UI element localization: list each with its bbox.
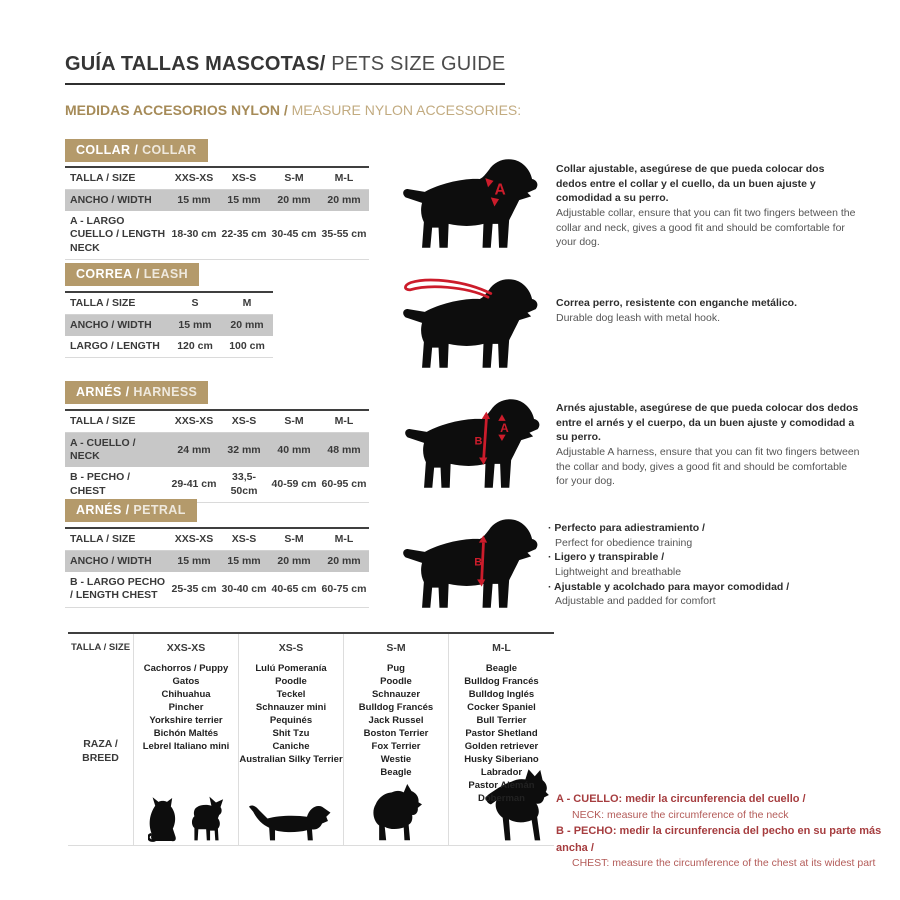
row-label-cell: ANCHO / WIDTH [65, 551, 169, 573]
page-subtitle-en: MEASURE NYLON ACCESSORIES: [291, 102, 522, 118]
size-value-cell: 20 mm [319, 551, 369, 573]
dog-silhouette-leash-icon [396, 266, 548, 376]
breed-column-xxs-xs [134, 634, 239, 845]
breed-column-xs-s [239, 634, 344, 845]
breed-item: Poodle [275, 676, 307, 687]
size-header-cell: M [221, 292, 273, 315]
breed-item: Husky Siberiano [464, 754, 539, 765]
size-header-cell: XXS-XS [169, 167, 219, 190]
size-value-cell: 29-41 cm [169, 467, 219, 502]
table-row [65, 315, 273, 337]
row-label-cell: B - PECHO / CHEST [65, 467, 169, 502]
description-en: Durable dog leash with metal hook. [556, 311, 721, 324]
svg-text:B: B [474, 556, 483, 569]
breed-item: Pastor Alemán [468, 780, 535, 791]
size-header-cell: TALLA / SIZE [65, 410, 169, 433]
dog-leash-figure [396, 266, 548, 376]
size-value-cell: 35-55 cm [319, 211, 369, 259]
breed-item: Poodle [380, 676, 412, 687]
breed-item: Yorkshire terrier [149, 715, 223, 726]
breed-header-cell: XS-S [278, 642, 304, 654]
size-value-cell: 25-35 cm [169, 572, 219, 607]
breed-item: Westie [380, 754, 412, 765]
breed-item: Labrador [480, 767, 523, 778]
breed-list [449, 660, 554, 805]
breed-item: Bulldog Inglés [468, 689, 535, 700]
chihuahua-silhouette-icon [187, 796, 224, 843]
size-value-cell: 20 mm [319, 190, 369, 212]
size-header-cell: S [169, 292, 221, 315]
measurement-notes [556, 791, 896, 872]
size-header-cell: XXS-XS [169, 410, 219, 433]
bullet-es: · Ajustable y acolchado para mayor comodidad / [548, 580, 858, 595]
size-header-cell: TALLA / SIZE [65, 528, 169, 551]
table-row [65, 167, 369, 190]
breed-header-cell: S-M [386, 642, 406, 654]
size-value-cell: 18-30 cm [169, 211, 219, 259]
breed-item: Cachorros / Puppy [143, 663, 229, 674]
breed-table [68, 632, 554, 846]
breed-cell [239, 660, 343, 845]
breed-item: Australian Silky Terrier [239, 754, 343, 765]
breed-item: Caniche [272, 741, 310, 752]
size-header-cell: XS-S [219, 167, 269, 190]
size-header-cell: TALLA / SIZE [65, 167, 169, 190]
size-value-cell: 15 mm [169, 315, 221, 337]
row-label-cell: A - LARGO CUELLO / LENGTH NECK [65, 211, 169, 259]
size-value-cell: 20 mm [221, 315, 273, 337]
breed-item: Lulú Pomeranía [255, 663, 327, 674]
note-cuello-es: A - CUELLO: medir la circunferencia del cuello / [556, 793, 806, 805]
breed-list [134, 660, 238, 753]
schnauzer-silhouette-icon [370, 784, 422, 843]
breed-cell [449, 660, 554, 845]
table-row [65, 336, 273, 358]
breed-column-m-l [449, 634, 554, 845]
badge-label-en: COLLAR [142, 143, 197, 157]
table-row [65, 292, 273, 315]
breed-item: Pequinés [269, 715, 313, 726]
size-value-cell: 22-35 cm [219, 211, 269, 259]
section-badge-leash [65, 263, 199, 286]
size-header-cell: M-L [319, 167, 369, 190]
size-value-cell: 33,5-50cm [219, 467, 269, 502]
svg-text:A: A [494, 181, 506, 199]
petral-description [548, 521, 858, 609]
badge-label-es: CORREA / [76, 267, 144, 281]
badge-label-en: HARNESS [133, 385, 198, 399]
breed-item: Pastor Shetland [465, 728, 538, 739]
cat-silhouette-icon [148, 796, 182, 843]
size-value-cell: 15 mm [219, 551, 269, 573]
row-label-cell: ANCHO / WIDTH [65, 190, 169, 212]
breed-item: Teckel [276, 689, 306, 700]
breed-item: Gatos [172, 676, 200, 687]
note-pecho-es: B - PECHO: medir la circunferencia del pecho en su parte más ancha / [556, 825, 882, 854]
breed-item: Fox Terrier [371, 741, 421, 752]
row-label-cell: A - CUELLO / NECK [65, 433, 169, 468]
description-es: Arnés ajustable, asegúrese de que pueda colocar dos dedos entre el arnés y el cuerpo, da un buen ajuste y comodidad a su perro. [556, 402, 859, 444]
cat-and-chihuahua-silhouettes [134, 796, 238, 843]
section-badge-petral [65, 499, 197, 522]
breed-item: Bulldog Francés [464, 676, 539, 687]
breed-header-cell: M-L [492, 642, 511, 654]
dog-silhouette-harness-icon [398, 386, 550, 496]
size-header-cell: S-M [269, 410, 319, 433]
bullet-es: · Perfecto para adiestramiento / [548, 521, 858, 536]
breed-item: Bichón Maltés [153, 728, 219, 739]
breed-list [239, 660, 343, 766]
row-label-cell: LARGO / LENGTH [65, 336, 169, 358]
badge-label-en: PETRAL [133, 503, 186, 517]
petral-size-table [65, 527, 369, 608]
breed-item: Golden retriever [464, 741, 539, 752]
leash-description [556, 296, 856, 325]
breed-row-label: RAZA / BREED [82, 737, 119, 764]
harness-description [556, 401, 861, 489]
size-header-cell: S-M [269, 167, 319, 190]
svg-text:B: B [474, 435, 483, 448]
section-badge-collar [65, 139, 208, 162]
badge-label-en: LEASH [143, 267, 189, 281]
table-row [65, 211, 369, 259]
size-header-cell: XS-S [219, 410, 269, 433]
size-header-cell: S-M [269, 528, 319, 551]
dog-silhouette-petral-icon [396, 506, 548, 616]
size-header-cell: M-L [319, 528, 369, 551]
size-value-cell: 60-75 cm [319, 572, 369, 607]
breed-item: Chihuahua [161, 689, 211, 700]
description-es: Collar ajustable, asegúrese de que pueda colocar dos dedos entre el collar y el cuello, da un buen ajuste y comodidad a su perro. [556, 163, 825, 205]
size-value-cell: 30-40 cm [219, 572, 269, 607]
size-value-cell: 20 mm [269, 190, 319, 212]
description-es: Correa perro, resistente con enganche metálico. [556, 297, 797, 309]
page-subtitle-es: MEDIDAS ACCESORIOS NYLON / [65, 102, 292, 118]
page-subtitle [65, 102, 521, 118]
table-row [65, 433, 369, 468]
badge-label-es: COLLAR / [76, 143, 143, 157]
breed-row-label-cell [68, 659, 133, 844]
breed-cell [134, 660, 238, 845]
breed-item: Beagle [380, 767, 412, 778]
breed-table-label-column [68, 634, 134, 845]
description-en: Adjustable collar, ensure that you can fit two fingers between the collar and neck, gives a good fit and should be comfortable for your dog. [556, 207, 856, 249]
table-row [65, 410, 369, 433]
page-title [65, 53, 505, 85]
breed-item: Bulldog Francés [358, 702, 434, 713]
leash-size-table [65, 291, 273, 358]
svg-text:A: A [500, 420, 509, 435]
size-value-cell: 100 cm [221, 336, 273, 358]
breed-column-s-m [344, 634, 449, 845]
table-row [65, 572, 369, 607]
breed-item: Pug [387, 663, 405, 674]
size-value-cell: 40-59 cm [269, 467, 319, 502]
breed-item: Schnauzer mini [255, 702, 327, 713]
size-value-cell: 40 mm [269, 433, 319, 468]
collar-size-table [65, 166, 369, 260]
badge-label-es: ARNÉS / [76, 385, 134, 399]
note-neck-en: NECK: measure the circumference of the neck [572, 808, 789, 821]
section-badge-harness [65, 381, 208, 404]
table-row [65, 467, 369, 502]
size-value-cell: 40-65 cm [269, 572, 319, 607]
table-row [65, 551, 369, 573]
breed-item: Beagle [485, 663, 518, 674]
page-title-en: PETS SIZE GUIDE [325, 53, 506, 75]
size-value-cell: 60-95 cm [319, 467, 369, 502]
bullet-es: · Ligero y transpirable / [548, 550, 858, 565]
breed-cell [344, 660, 448, 845]
breed-list [344, 660, 448, 779]
row-label-cell: ANCHO / WIDTH [65, 315, 169, 337]
size-value-cell: 32 mm [219, 433, 269, 468]
size-value-cell: 15 mm [169, 551, 219, 573]
table-row [65, 528, 369, 551]
breed-header-cell: TALLA / SIZE [70, 642, 131, 653]
dog-collar-figure [396, 146, 548, 256]
dog-harness-figure [398, 386, 550, 496]
bullet-en: Adjustable and padded for comfort [555, 595, 716, 608]
page-title-es: GUÍA TALLAS MASCOTAS/ [65, 53, 326, 75]
breed-item: Jack Russel [368, 715, 424, 726]
dachshund-silhouette [239, 799, 343, 843]
bullet-en: Lightweight and breathable [555, 566, 682, 579]
breed-header-cell: XXS-XS [166, 642, 206, 654]
size-header-cell: XXS-XS [169, 528, 219, 551]
breed-item: Shit Tzu [272, 728, 310, 739]
description-en: Adjustable A harness, ensure that you can fit two fingers between the collar and body, gives a good fit and should be comfortable for your dog. [556, 446, 860, 488]
table-row [65, 190, 369, 212]
breed-item: Bull Terrier [476, 715, 527, 726]
harness-size-table [65, 409, 369, 503]
row-label-cell: B - LARGO PECHO / LENGTH CHEST [65, 572, 169, 607]
size-value-cell: 15 mm [169, 190, 219, 212]
size-header-cell: TALLA / SIZE [65, 292, 169, 315]
size-value-cell: 20 mm [269, 551, 319, 573]
bullet-en: Perfect for obedience training [555, 536, 693, 549]
breed-item: Cocker Spaniel [467, 702, 536, 713]
size-header-cell: M-L [319, 410, 369, 433]
breed-item: Lebrel Italiano mini [142, 741, 230, 752]
size-header-cell: XS-S [219, 528, 269, 551]
collar-description [556, 162, 856, 250]
badge-label-es: ARNÉS / [76, 503, 134, 517]
dog-petral-figure [396, 506, 548, 616]
size-value-cell: 120 cm [169, 336, 221, 358]
size-value-cell: 24 mm [169, 433, 219, 468]
dog-silhouette-collar-icon [396, 146, 548, 256]
dachshund-silhouette-icon [249, 799, 333, 843]
breed-item: Doberman [478, 793, 525, 804]
size-value-cell: 30-45 cm [269, 211, 319, 259]
size-value-cell: 15 mm [219, 190, 269, 212]
note-chest-en: CHEST: measure the circumference of the chest at its widest part [572, 857, 876, 870]
breed-item: Schnauzer [371, 689, 421, 700]
size-value-cell: 48 mm [319, 433, 369, 468]
breed-item: Boston Terrier [363, 728, 429, 739]
breed-item: Pincher [168, 702, 204, 713]
schnauzer-silhouette [344, 784, 448, 843]
